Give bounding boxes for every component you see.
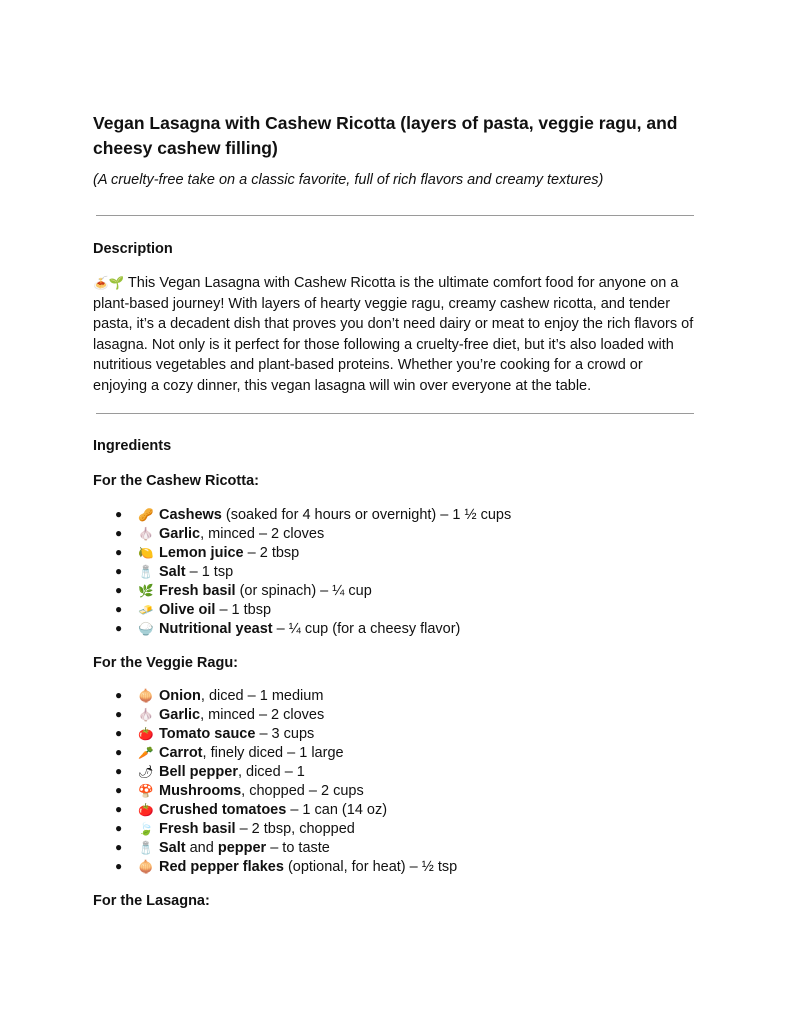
ingredient-detail: and bbox=[185, 840, 218, 856]
ingredient-item bbox=[93, 543, 713, 562]
ingredient-detail: , diced – 1 medium bbox=[200, 688, 324, 704]
bullet-icon: ● bbox=[115, 859, 123, 873]
ingredient-detail: – 1 tsp bbox=[185, 564, 234, 580]
bullet-icon: ● bbox=[115, 764, 123, 778]
ingredient-detail: (or spinach) – ¼ cup bbox=[235, 583, 372, 599]
ingredient-name: Nutritional yeast bbox=[159, 621, 273, 637]
bullet-icon: ● bbox=[115, 840, 123, 854]
pasta-sprout-icon: 🍝🌱 bbox=[93, 275, 125, 290]
ingredient-detail: , finely diced – 1 large bbox=[202, 745, 344, 761]
ingredient-name: Cashews bbox=[159, 507, 222, 523]
ingredient-detail: , diced – 1 bbox=[237, 764, 305, 780]
ingredient-item bbox=[93, 724, 713, 743]
ingredient-item bbox=[93, 762, 713, 781]
bullet-icon: ● bbox=[115, 621, 123, 635]
ingredient-detail: (soaked for 4 hours or overnight) – 1 ½ cups bbox=[221, 507, 512, 523]
ragu-heading: For the Veggie Ragu: bbox=[93, 655, 239, 671]
ingredient-detail: – 1 tbsp bbox=[215, 602, 272, 618]
ingredient-name: Salt bbox=[159, 564, 186, 580]
ingredient-item bbox=[93, 505, 713, 524]
ingredient-item bbox=[93, 581, 713, 600]
bullet-icon: ● bbox=[115, 821, 123, 835]
ingredient-item bbox=[93, 838, 713, 857]
ingredient-name: Red pepper flakes bbox=[159, 859, 284, 875]
bullet-icon: ● bbox=[115, 602, 123, 616]
description-heading: Description bbox=[93, 241, 173, 257]
ingredient-icon: 🌶 bbox=[138, 764, 154, 779]
bullet-icon: ● bbox=[115, 707, 123, 721]
ingredient-detail: – 2 tbsp, chopped bbox=[235, 821, 355, 837]
ingredient-icon: 🍋 bbox=[138, 545, 154, 560]
ingredient-detail: – 2 tbsp bbox=[243, 545, 300, 561]
bullet-icon: ● bbox=[115, 726, 123, 740]
bullet-icon: ● bbox=[115, 688, 123, 702]
ingredient-name: Garlic bbox=[159, 526, 201, 542]
ingredient-icon: 🌿 bbox=[138, 583, 154, 598]
ingredient-item bbox=[93, 819, 713, 838]
horizontal-divider bbox=[96, 413, 694, 414]
ingredient-icon: 🍅 bbox=[138, 726, 154, 741]
ingredient-name: Tomato sauce bbox=[159, 726, 256, 742]
ingredient-name: pepper bbox=[217, 840, 267, 856]
lasagna-heading: For the Lasagna: bbox=[93, 893, 210, 909]
bullet-icon: ● bbox=[115, 783, 123, 797]
ingredient-name: Salt bbox=[159, 840, 186, 856]
bullet-icon: ● bbox=[115, 526, 123, 540]
ingredient-name: Fresh basil bbox=[159, 821, 236, 837]
bullet-icon: ● bbox=[115, 545, 123, 559]
ingredient-name: Crushed tomatoes bbox=[159, 802, 287, 818]
ingredient-name: Bell pepper bbox=[159, 764, 238, 780]
ricotta-heading: For the Cashew Ricotta: bbox=[93, 473, 259, 489]
ingredient-icon: 🧅 bbox=[138, 688, 154, 703]
ingredient-detail: – 1 can (14 oz) bbox=[286, 802, 388, 818]
ingredient-detail: , chopped – 2 cups bbox=[241, 783, 364, 799]
ingredient-name: Mushrooms bbox=[159, 783, 242, 799]
description-text: This Vegan Lasagna with Cashew Ricotta is the ultimate comfort food for anyone on a plant-based journey! With layers of hearty veggie ragu, creamy cashew ricotta, and tender pasta, it’s a decadent dish that proves you don’t need dairy or meat to enjoy the rich flavors of lasagna. Not only is it perfect for those following a cruelty-free diet, but it’s also loaded with nutritious vegetables and plant-based proteins. Whether you’re cooking for a crowd or enjoying a cozy dinner, this vegan lasagna will win over everyone at the table. bbox=[93, 275, 694, 394]
ingredient-detail: , minced – 2 cloves bbox=[200, 526, 325, 542]
ingredient-icon: 🍅 bbox=[138, 802, 154, 817]
ingredient-name: Carrot bbox=[159, 745, 203, 761]
ingredient-detail: – 3 cups bbox=[255, 726, 315, 742]
ingredient-icon: 🧂 bbox=[138, 840, 154, 855]
ingredient-icon: 🧅 bbox=[138, 859, 154, 874]
ingredient-item bbox=[93, 562, 713, 581]
ingredient-icon: 🧄 bbox=[138, 526, 154, 541]
ingredient-name: Fresh basil bbox=[159, 583, 236, 599]
ingredient-name: Lemon juice bbox=[159, 545, 244, 561]
bullet-icon: ● bbox=[115, 583, 123, 597]
ingredient-name: Olive oil bbox=[159, 602, 216, 618]
ingredient-icon: 🍃 bbox=[138, 821, 154, 836]
ingredient-item bbox=[93, 743, 713, 762]
ingredient-detail: – ¼ cup (for a cheesy flavor) bbox=[272, 621, 461, 637]
bullet-icon: ● bbox=[115, 507, 123, 521]
ingredient-name: Garlic bbox=[159, 707, 201, 723]
ragu-ingredient-list bbox=[93, 686, 713, 876]
ingredient-icon: 🧂 bbox=[138, 564, 154, 579]
ingredient-detail: – to taste bbox=[266, 840, 330, 856]
ingredient-item bbox=[93, 600, 713, 619]
ingredient-item bbox=[93, 686, 713, 705]
ingredient-item bbox=[93, 781, 713, 800]
ingredient-item bbox=[93, 857, 713, 876]
ingredient-icon: 🍄 bbox=[138, 783, 154, 798]
ingredient-detail: (optional, for heat) – ½ tsp bbox=[283, 859, 458, 875]
ingredients-heading: Ingredients bbox=[93, 438, 172, 454]
ricotta-ingredient-list bbox=[93, 505, 713, 638]
ingredient-name: Onion bbox=[159, 688, 201, 704]
recipe-subtitle: (A cruelty-free take on a classic favorite, full of rich flavors and creamy textures) bbox=[93, 172, 604, 188]
ingredient-icon: 🥕 bbox=[138, 745, 154, 760]
recipe-title: Vegan Lasagna with Cashew Ricotta (layers of pasta, veggie ragu, and cheesy cashew filling) bbox=[93, 113, 678, 158]
ingredient-icon: 🥜 bbox=[138, 507, 154, 522]
ingredient-icon: 🧈 bbox=[138, 602, 154, 617]
bullet-icon: ● bbox=[115, 745, 123, 759]
ingredient-icon: 🧄 bbox=[138, 707, 154, 722]
ingredient-item bbox=[93, 705, 713, 724]
ingredient-item bbox=[93, 524, 713, 543]
horizontal-divider bbox=[96, 215, 694, 216]
ingredient-item bbox=[93, 800, 713, 819]
bullet-icon: ● bbox=[115, 564, 123, 578]
bullet-icon: ● bbox=[115, 802, 123, 816]
ingredient-item bbox=[93, 619, 713, 638]
ingredient-icon: 🍚 bbox=[138, 621, 154, 636]
description-paragraph bbox=[93, 273, 698, 396]
ingredient-detail: , minced – 2 cloves bbox=[200, 707, 325, 723]
